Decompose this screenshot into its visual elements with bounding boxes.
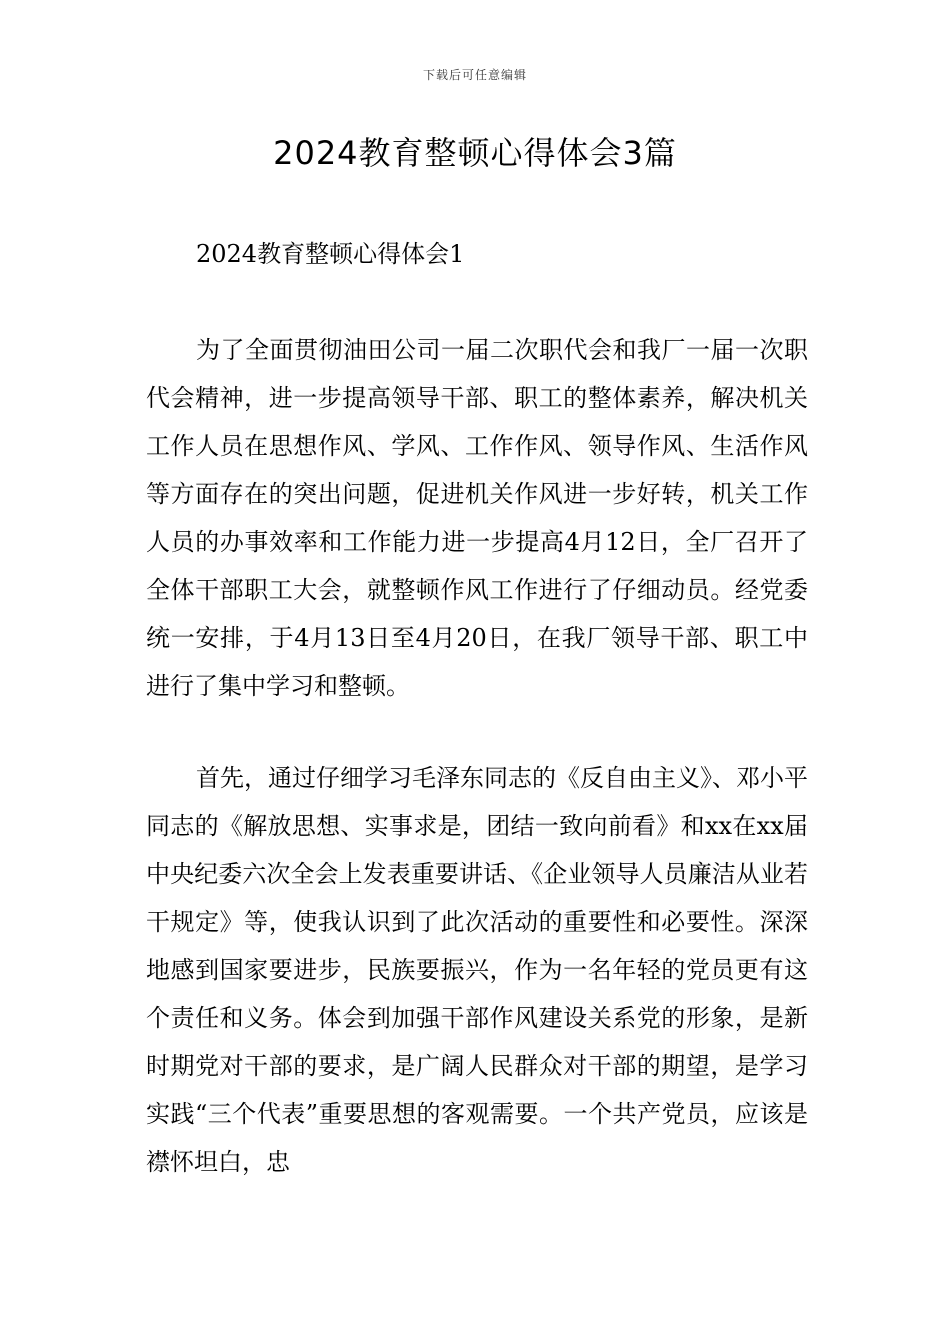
header-note: 下载后可任意编辑	[422, 68, 527, 82]
body-paragraph: 首先，通过仔细学习毛泽东同志的《反自由主义》、邓小平同志的《解放思想、实事求是，团结一致向前看》和xx在xx届中央纪委六次全会上发表重要讲话、《企业领导人员廉洁从业若干规定》等，使我认识到了此次活动的重要性和必要性。深深地感到国家要进步，民族要振兴，作为一名年轻的党员更有这个责任和义务。体会到加强干部作风建设关系党的形象，是新时期党对干部的要求，是广阔人民群众对干部的期望，是学习实践“三个代表”重要思想的客观需要。一个共产党员，应该是襟怀坦白，忠	[146, 764, 808, 1176]
section-heading: 2024教育整顿心得体会1	[196, 240, 465, 268]
page-title: 2024教育整顿心得体会3篇	[273, 134, 677, 172]
body-paragraph: 为了全面贯彻油田公司一届二次职代会和我厂一届一次职代会精神，进一步提高领导干部、职工的整体素养，解决机关工作人员在思想作风、学风、工作作风、领导作风、生活作风等方面存在的突出问题，促进机关作风进一步好转，机关工作人员的办事效率和工作能力进一步提高4月12日，全厂召开了全体干部职工大会，就整顿作风工作进行了仔细动员。经党委统一安排，于4月13日至4月20日，在我厂领导干部、职工中进行了集中学习和整顿。	[146, 336, 808, 700]
